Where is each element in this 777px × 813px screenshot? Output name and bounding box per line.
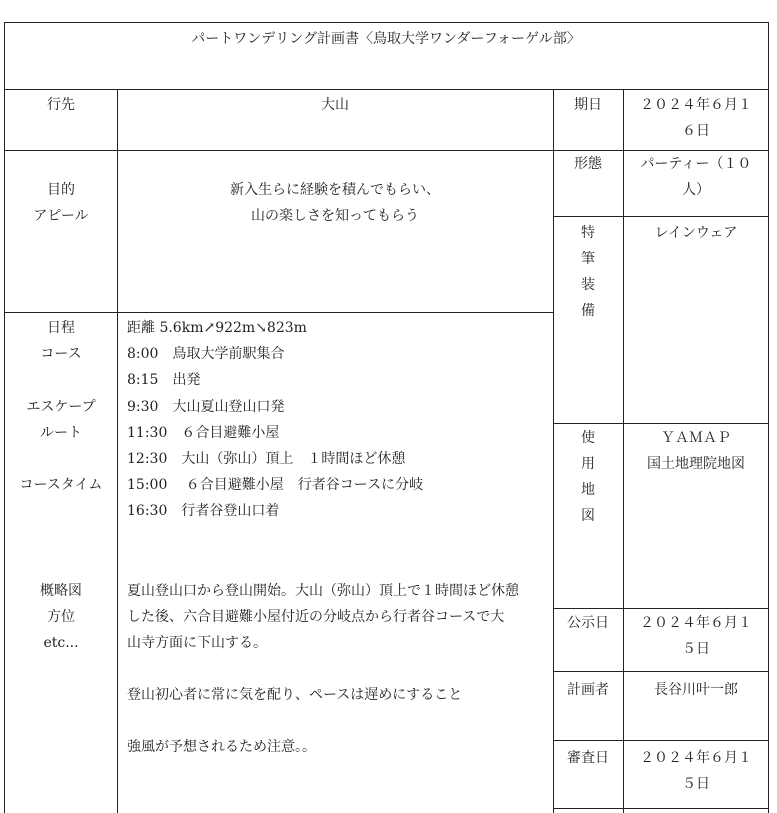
schedule-item: 11:30 ６合目避難小屋 [127, 425, 280, 441]
schedule-distance: 距離 5.6km↗922m↘823m [127, 320, 307, 336]
row-divider-announce [553, 671, 768, 672]
course-label: コース [40, 346, 82, 362]
announce-value-line2: ５日 [682, 641, 710, 657]
planner-value: 長谷川叶一郎 [654, 682, 738, 698]
row-divider-review [553, 808, 768, 809]
maps-label-char-3: 地 [581, 482, 595, 498]
purpose-text-line1: 新入生らに経験を積んでもらい、 [230, 182, 440, 198]
course-time-label: コースタイム [19, 477, 103, 493]
route-label: ルート [40, 425, 82, 441]
page-title: パートワンデリング計画書〈鳥取大学ワンダーフォーゲル部〉 [191, 31, 581, 47]
gear-value: レインウェア [654, 225, 738, 241]
schedule-item: 9:30 大山夏山登山口発 [127, 399, 285, 415]
table-border-right [768, 22, 769, 813]
row-divider-title [4, 89, 768, 90]
maps-value-line2: 国土地理院地図 [647, 456, 745, 472]
form-value-line2: 人） [682, 182, 710, 198]
sketch-map-label: 概略図 [40, 583, 82, 599]
note-pace: 登山初心者に常に気を配り、ペースは遅めにすること [127, 687, 463, 703]
form-value-line1: パーティー（１０ [640, 156, 752, 172]
announce-value-line1: ２０２４年６月１ [640, 615, 752, 631]
row-divider-planner [553, 740, 768, 741]
date-value-line2: ６日 [682, 123, 710, 139]
destination-value: 大山 [321, 97, 349, 113]
destination-label: 行先 [47, 97, 75, 113]
purpose-label: 目的 [47, 182, 75, 198]
form-label: 形態 [574, 156, 602, 172]
note-wind: 強風が予想されるため注意。。 [127, 739, 316, 755]
row-divider-maps [553, 608, 768, 609]
gear-label-char-2: 筆 [581, 251, 595, 267]
etc-label: etc... [43, 635, 79, 651]
date-label: 期日 [574, 97, 602, 113]
review-label: 審査日 [567, 750, 609, 766]
appeal-label: アピール [33, 208, 89, 224]
table-border-left [4, 22, 5, 813]
schedule-item: 8:00 鳥取大学前駅集合 [127, 346, 285, 362]
date-value-line1: ２０２４年６月１ [640, 97, 752, 113]
maps-value-line1: ＹＡＭＡＰ [661, 430, 731, 446]
table-border-top [4, 22, 768, 23]
row-divider-form [553, 216, 768, 217]
escape-label: エスケープ [26, 399, 96, 415]
review-value-line1: ２０２４年６月１ [640, 750, 752, 766]
description-line-1: 夏山登山口から登山開始。大山（弥山）頂上で１時間ほど休憩 [127, 583, 519, 599]
schedule-label: 日程 [47, 320, 75, 336]
schedule-item: 15:00 ６合目避難小屋 行者谷コースに分岐 [127, 477, 424, 493]
schedule-item: 12:30 大山（弥山）頂上 １時間ほど休憩 [127, 451, 406, 467]
purpose-text-line2: 山の楽しさを知ってもらう [251, 208, 419, 224]
maps-label-char-2: 用 [581, 456, 595, 472]
gear-label-char-4: 備 [581, 303, 595, 319]
row-divider-purpose [4, 312, 553, 313]
description-line-2: した後、六合目避難小屋付近の分岐点から行者谷コースで大 [127, 609, 505, 625]
maps-label-char-4: 図 [581, 508, 595, 524]
schedule-item: 8:15 出発 [127, 372, 201, 388]
col-divider-side [623, 89, 624, 813]
row-divider-gear [553, 423, 768, 424]
planner-label: 計画者 [567, 682, 609, 698]
gear-label-char-3: 装 [581, 277, 595, 293]
schedule-item: 16:30 行者谷登山口着 [127, 503, 280, 519]
review-value-line2: ５日 [682, 776, 710, 792]
gear-label-char-1: 特 [581, 225, 595, 241]
direction-label: 方位 [47, 609, 75, 625]
description-line-3: 山寺方面に下山する。 [127, 635, 267, 651]
maps-label-char-1: 使 [581, 430, 595, 446]
announce-label: 公示日 [567, 615, 609, 631]
